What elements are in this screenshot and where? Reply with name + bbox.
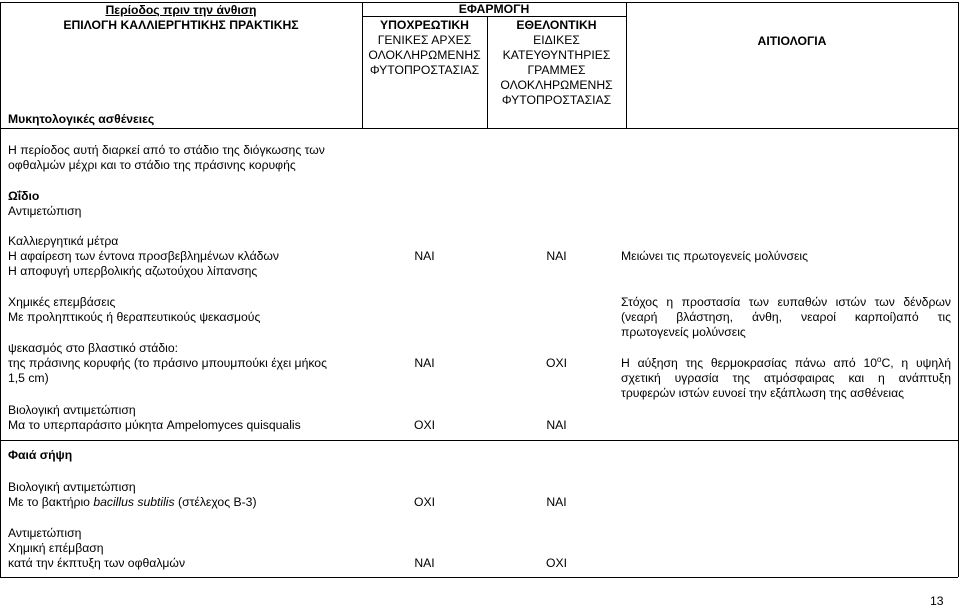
oidio-treatment: Αντιμετώπιση — [8, 204, 82, 218]
spray-line-3: 1,5 cm) — [8, 371, 49, 385]
period-subtitle: ΕΠΙΛΟΓΗ ΚΑΛΛΙΕΡΓΗΤΙΚΗΣ ΠΡΑΚΤΙΚΗΣ — [63, 18, 299, 32]
shot-hole-bio-mandatory-value: ΟΧΙ — [414, 495, 435, 509]
spray-voluntary-value: ΟΧΙ — [546, 356, 567, 370]
cultural-reason: Μειώνει τις πρωτογενείς μολύνσεις — [621, 249, 809, 263]
voluntary-col-line-1: ΕΘΕΛΟΝΤΙΚΗ — [516, 18, 597, 32]
spray-reason-text-a: Η αύξηση της θερμοκρασίας πάνω από 10 — [621, 356, 878, 370]
bio-line: Μα το υπερπαράσιτο μύκητα Ampelomyces quisqualis — [8, 418, 301, 432]
spray-reason-line-3: τρυφερών ιστών ευνοεί την εξάπλωση της ασθένειας — [621, 386, 905, 400]
chemical-title: Χημικές επεμβάσεις — [8, 295, 116, 309]
chemical-line: Με προληπτικούς ή θεραπευτικούς ψεκασμούς — [8, 310, 261, 324]
shot-hole-bio-title: Βιολογική αντιμετώπιση — [8, 480, 136, 494]
spray-line-2: της πράσινης κορυφής (το πράσινο μπουμπούκι έχει μήκος — [8, 356, 327, 370]
section-disease-title: Μυκητολογικές ασθένειες — [8, 112, 155, 126]
header-col-divider-3 — [626, 2, 627, 128]
shot-hole-chem-title: Χημική επέμβαση — [8, 541, 104, 555]
cultural-voluntary-value: ΝΑΙ — [546, 249, 567, 263]
chemical-treatment — [8, 295, 260, 325]
spray-reason-line-1 — [621, 356, 951, 371]
shot-hole-bio-species: bacillus subtilis — [93, 495, 175, 509]
cultural-measures — [8, 234, 279, 279]
mandatory-col-line-2: ΓΕΝΙΚΕΣ ΑΡΧΕΣ — [377, 33, 472, 47]
shot-hole-bio-prefix: Με το βακτήριο — [8, 495, 94, 509]
spray-mandatory-value: ΝΑΙ — [414, 356, 435, 370]
voluntary-col-line-6: ΦΥΤΟΠΡΟΣΤΑΣΙΑΣ — [501, 93, 612, 107]
shot-hole-title: Φαιά σήψη — [8, 448, 73, 462]
intro-line-2: οφθαλμών μέχρι και το στάδιο της πράσινης κορυφής — [8, 158, 296, 172]
cultural-line-2: Η αποφυγή υπερβολικής αζωτούχου λίπανσης — [8, 264, 258, 278]
table-left-border — [0, 2, 1, 577]
chemical-reason-line-1: Στόχος η προστασία των ευπαθών ιστών των δένδρων — [621, 295, 951, 309]
mandatory-col-line-4: ΦΥΤΟΠΡΟΣΤΑΣΙΑΣ — [369, 63, 480, 77]
application-title: ΕΦΑΡΜΟΓΗ — [458, 2, 530, 16]
chemical-reason-line-2: (νεαρή βλάστηση, άνθη, νεαροί καρποί)από τις — [621, 310, 951, 324]
bio-voluntary-value: ΝΑΙ — [546, 418, 567, 432]
mandatory-col-line-1: ΥΠΟΧΡΕΩΤΙΚΗ — [379, 18, 469, 32]
period-title: Περίοδος πριν την άνθιση — [105, 3, 257, 17]
degree-superscript: ο — [877, 354, 882, 364]
bio-title: Βιολογική αντιμετώπιση — [8, 403, 136, 417]
cultural-line-1: Η αφαίρεση των έντονα προσβεβλημένων κλάδων — [8, 249, 280, 263]
spray-line-1: ψεκασμός στο βλαστικό στάδιο: — [8, 341, 179, 355]
shot-hole-treatment: Αντιμετώπιση — [8, 526, 82, 540]
cultural-title: Καλλιεργητικά μέτρα — [8, 234, 119, 248]
shot-hole-chemical — [8, 526, 185, 571]
mandatory-col-line-3: ΟΛΟΚΛΗΡΩΜΕΝΗΣ — [368, 48, 481, 62]
voluntary-col-line-3: ΚΑΤΕΥΘΥΝΤΗΡΙΕΣ — [502, 48, 611, 62]
shot-hole-bio-suffix: (στέλεχος B-3) — [174, 495, 257, 509]
section-divider — [0, 440, 958, 441]
spray-reason — [621, 356, 951, 401]
intro-text — [8, 143, 325, 173]
voluntary-col-line-5: ΟΛΟΚΛΗΡΩΜΕΝΗΣ — [500, 78, 613, 92]
cultural-mandatory-value: ΝΑΙ — [414, 249, 435, 263]
shot-hole-chem-mandatory-value: ΝΑΙ — [414, 556, 435, 570]
voluntary-col-line-4: ΓΡΑΜΜΕΣ — [527, 63, 586, 77]
voluntary-col-header — [487, 18, 626, 108]
shot-hole-chem-line: κατά την έκπτυξη των οφθαλμών — [8, 556, 186, 570]
table-bottom-border — [0, 577, 958, 578]
shot-hole-bio-voluntary-value: ΝΑΙ — [546, 495, 567, 509]
biological-treatment — [8, 403, 301, 433]
spray-reason-text-b: C, η υψηλή — [881, 356, 951, 370]
bio-mandatory-value: ΟΧΙ — [414, 418, 435, 432]
reason-col-header: ΑΙΤΙΟΛΟΓΙΑ — [757, 34, 827, 48]
spray-stage — [8, 341, 327, 386]
spray-reason-line-2: σχετική υγρασία της ατμόσφαιρας και η ανάπτυξη — [621, 371, 951, 385]
shot-hole-biological — [8, 480, 257, 510]
page-number: 13 — [930, 594, 944, 608]
header-bottom-border — [0, 128, 958, 129]
chemical-reason-line-3: πρωτογενείς μολύνσεις — [621, 325, 746, 339]
chemical-reason — [621, 295, 951, 340]
oidio-title: Ωΐδιο — [8, 189, 40, 203]
mandatory-col-header — [362, 18, 487, 78]
shot-hole-bio-line — [8, 495, 257, 510]
shot-hole-chem-voluntary-value: ΟΧΙ — [546, 556, 567, 570]
intro-line-1: Η περίοδος αυτή διαρκεί από το στάδιο της διόγκωσης των — [8, 143, 325, 157]
voluntary-col-line-2: ΕΙΔΙΚΕΣ — [533, 33, 580, 47]
